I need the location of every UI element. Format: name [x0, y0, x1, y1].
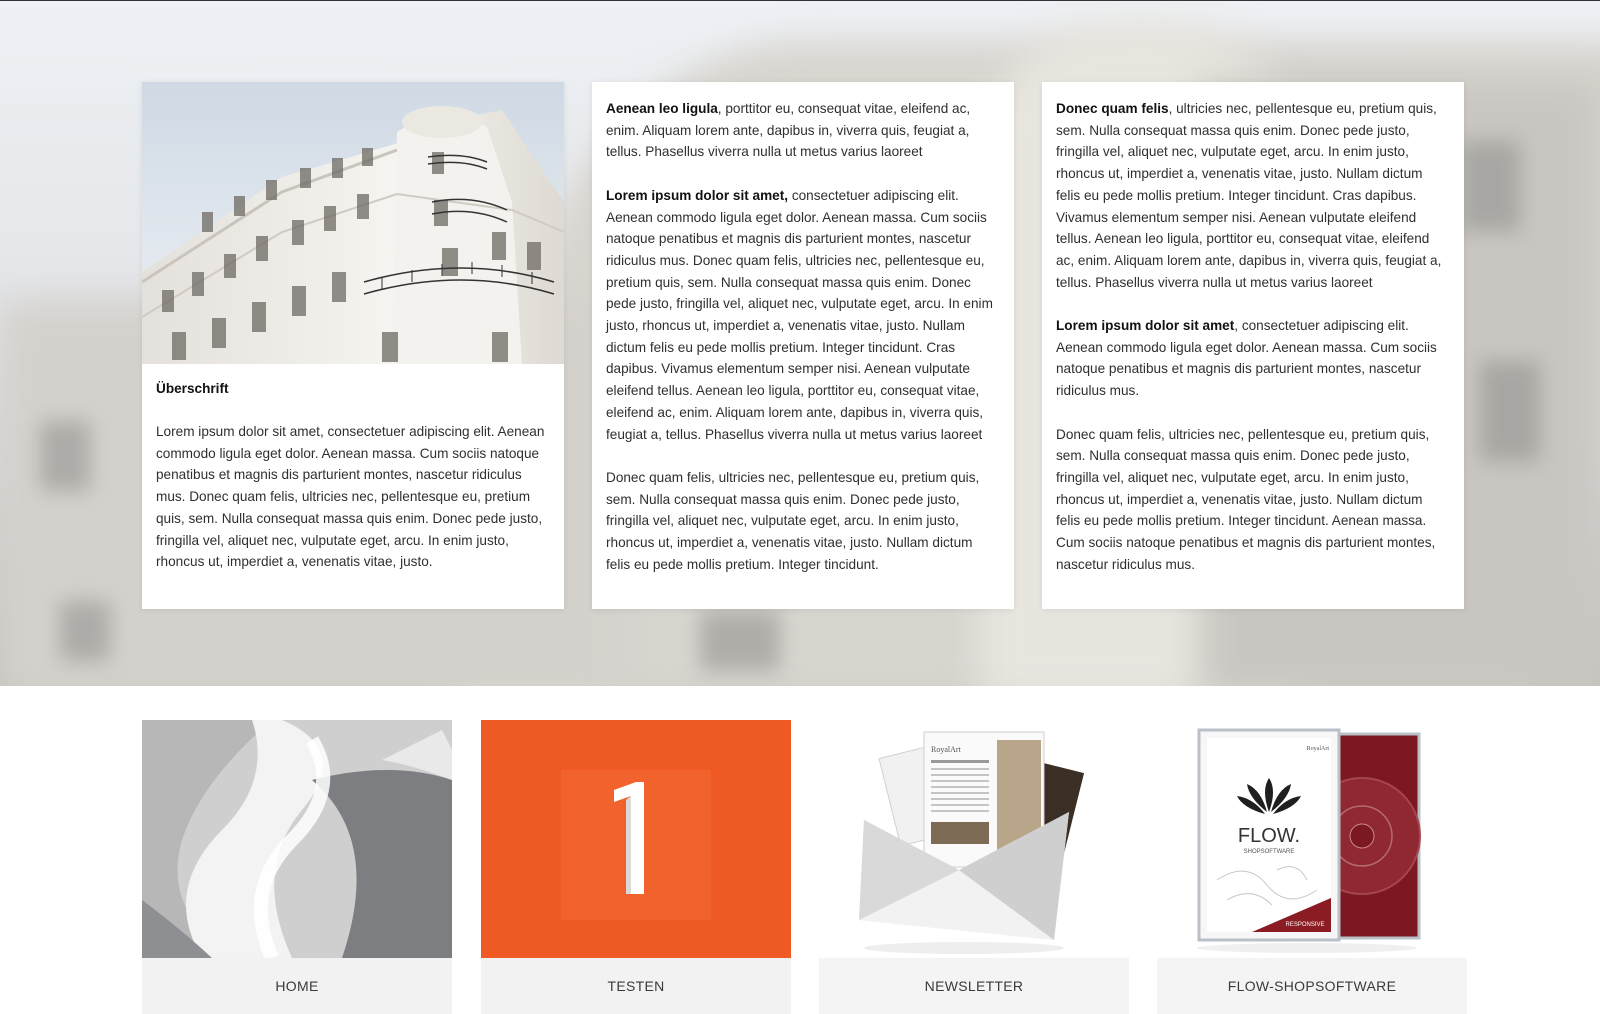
card-paragraph — [1056, 315, 1450, 402]
envelope-brochure-image[interactable] — [819, 720, 1129, 958]
tile-testen[interactable] — [481, 720, 791, 1014]
abstract-waves-image[interactable] — [142, 720, 452, 958]
tile-label[interactable]: FLOW-SHOPSOFTWARE — [1157, 958, 1467, 1014]
card-paragraph: Donec quam felis, ultricies nec, pellentesque eu, pretium quis, sem. Nulla consequat massa quis enim. Donec pede justo, fringilla vel, aliquet nec, vulputate eget, arcu. In enim justo, rhoncus ut, imperdiet a, venenatis vitae, justo. Nullam dictum felis eu pede mollis pretium. Integer tincidunt. Aenean massa. Cum sociis natoque penatibus et magnis dis parturient montes, nascetur ridiculus mus. — [1056, 426, 1436, 572]
responsive-badge: RESPONSIVE — [1285, 922, 1325, 928]
content-card-text-right — [1042, 82, 1464, 609]
product-subtitle: SHOPSOFTWARE — [1243, 849, 1295, 855]
card-paragraph — [606, 98, 1000, 163]
card-paragraph: Donec quam felis, ultricies nec, pellentesque eu, pretium quis, sem. Nulla consequat massa quis enim. Donec pede justo, fringilla vel, aliquet nec, vulputate eget, arcu. In enim justo, rhoncus ut, imperdiet a, venenatis vitae, justo. Nullam dictum felis eu pede mollis pretium. Integer tincidunt. — [606, 469, 980, 572]
paragraph-lead: Aenean leo ligula — [606, 101, 718, 116]
tile-label[interactable]: NEWSLETTER — [819, 958, 1129, 1014]
paragraph-lead: Lorem ipsum dolor sit amet — [1056, 318, 1235, 334]
content-card-building — [142, 82, 564, 609]
software-box-image[interactable] — [1157, 720, 1467, 958]
paragraph-body: , consectetuer adipiscing elit. Aenean commodo ligula eget dolor. Aenean massa. Cum sociis natoque penatibus et magnis dis parturient montes, nascetur ridiculus mus. — [1056, 318, 1437, 399]
product-brand: FLOW. — [1237, 825, 1301, 847]
card-paragraph — [606, 185, 1000, 445]
tile-flow-shopsoftware[interactable] — [1157, 720, 1467, 1014]
product-logo: RoyalArt — [1306, 746, 1329, 752]
card-heading: Überschrift — [156, 381, 229, 396]
building-image — [142, 82, 564, 364]
tile-label[interactable]: HOME — [142, 958, 452, 1014]
card-paragraph: Lorem ipsum dolor sit amet, consectetuer adipiscing elit. Aenean commodo ligula eget dolor. Aenean massa. Cum sociis natoque penatibus et magnis dis parturient montes, nascetur ridiculus mus. Donec quam felis, ultricies nec, pellentesque eu, pretium quis, sem. Nulla consequat massa quis enim. Donec pede justo, fringilla vel, aliquet nec, vulputate eget, arcu. In enim justo, rhoncus ut, imperdiet a, venenatis vitae, justo. — [156, 424, 545, 570]
brochure-logo: RoyalArt — [931, 745, 961, 754]
paragraph-lead: Lorem ipsum dolor sit amet, — [606, 187, 789, 203]
tile-newsletter[interactable] — [819, 720, 1129, 1014]
paragraph-body: consectetuer adipiscing elit. Aenean commodo ligula eget dolor. Aenean massa. Cum sociis natoque penatibus et magnis dis parturient montes, nascetur ridiculus mus. Donec quam felis, ultricies nec, pellentesque eu, pretium quis, sem. Nulla consequat massa quis enim. Donec pede justo, fringilla vel, aliquet nec, vulputate eget, arcu. In enim justo, rhoncus ut, imperdiet a, venenatis vitae, justo. Nullam dictum felis eu pede mollis pretium. Integer tincidunt. Cras dapibus. Vivamus elementum semper nisi. Aenean vulputate eleifend tellus. Aenean leo ligula, porttitor eu, consequat vitae, eleifend ac, enim. Aliquam lorem ante, dapibus in, viverra quis, feugiat a, tellus. Phasellus viverra nulla ut metus varius laoreet — [606, 187, 993, 442]
number-one-image[interactable] — [481, 720, 791, 958]
card-paragraph — [1056, 98, 1450, 293]
tile-home[interactable] — [142, 720, 452, 1014]
paragraph-lead: Donec quam felis — [1056, 101, 1169, 116]
tile-label[interactable]: TESTEN — [481, 958, 791, 1014]
content-card-text-middle — [592, 82, 1014, 609]
paragraph-body: , ultricies nec, pellentesque eu, pretium quis, sem. Nulla consequat massa quis enim. Donec pede justo, fringilla vel, aliquet nec, vulputate eget, arcu. In enim justo, rhoncus ut, imperdiet a, venenatis vitae, justo. Nullam dictum felis eu pede mollis pretium. Integer tincidunt. Cras dapibus. Vivamus elementum semper nisi. Aenean vulputate eleifend tellus. Aenean leo ligula, porttitor eu, consequat vitae, eleifend ac, enim. Aliquam lorem ante, dapibus in, viverra quis, feugiat a, tellus. Phasellus viverra nulla ut metus varius laoreet — [1056, 101, 1442, 290]
paragraph-body: , porttitor eu, consequat vitae, eleifend ac, enim. Aliquam lorem ante, dapibus in, viverra quis, feugiat a, tellus. Phasellus viverra nulla ut metus varius laoreet — [606, 101, 971, 160]
